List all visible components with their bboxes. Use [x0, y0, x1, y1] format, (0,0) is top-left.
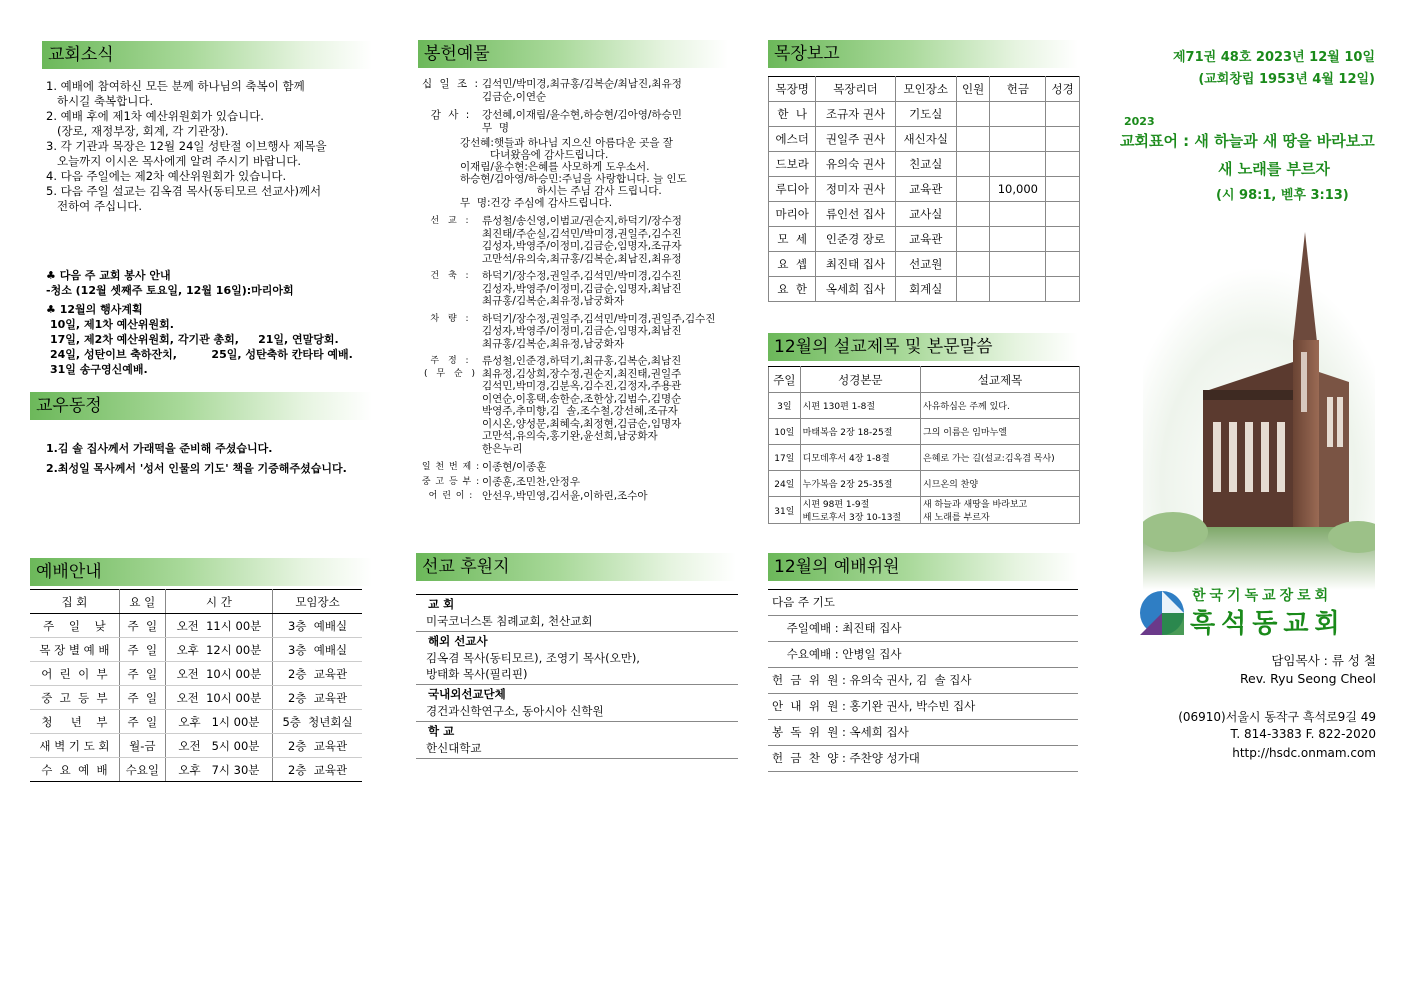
- cell-report-table: [768, 76, 1080, 302]
- cell-cell: [956, 177, 990, 202]
- weekly-label-sub: ( 무 순 ): [424, 368, 478, 379]
- mission-names: 고만석/유의숙,최규홍/김복순,최남진,최유정: [482, 252, 682, 265]
- cell-cell: 마리아: [769, 202, 816, 227]
- cell-cell: 선교원: [895, 252, 956, 277]
- cell-cell: 교육관: [895, 227, 956, 252]
- cell-cell: 조규자 권사: [816, 102, 895, 127]
- cell-cell: 요 한: [769, 277, 816, 302]
- cell-cell: [1046, 252, 1080, 277]
- news-item: 2. 예배 후에 제1차 예산위원회가 있습니다.: [46, 109, 264, 123]
- cell-header: 인원: [956, 77, 990, 102]
- cell-cell: 에스더: [769, 127, 816, 152]
- motto-text-1: 새 하늘과 새 땅을 바라보고: [1194, 132, 1375, 150]
- sermon-cell: [800, 445, 920, 471]
- thanks-note: 하시는 주님 감사 드립니다.: [460, 185, 662, 197]
- sermon-row: [769, 419, 1080, 445]
- cell-cell: 드보라: [769, 152, 816, 177]
- sermon-section-title: 12월의 설교제목 및 본문말씀: [768, 333, 1078, 361]
- sermon-cell-text: 시편 98편 1-9절: [802, 500, 870, 510]
- worship-cell: 2층 교육관: [273, 662, 362, 686]
- thanks-note: 강선혜:햇들과 하나님 지으신 아름다운 곳을 잘: [460, 137, 673, 149]
- sermon-row: [769, 497, 1080, 524]
- duties-section-title: 12월의 예배위원: [768, 553, 1078, 581]
- worship-cell: 주 일: [119, 710, 165, 734]
- weekly-names: 김석민,박미경,김분옥,김수진,김정자,주용관: [482, 380, 682, 392]
- church-logo-icon: [1138, 589, 1186, 637]
- cell-cell: 권일주 권사: [816, 127, 895, 152]
- worship-table: [30, 589, 362, 782]
- cell-row: [769, 277, 1080, 302]
- thanks-note: 무 명:건강 주심에 감사드립니다.: [460, 197, 613, 209]
- mission-group-heading: 교 회: [428, 597, 455, 611]
- events-heading: ♣ 12월의 행사계획: [46, 303, 143, 316]
- mission-group-heading: 해외 선교사: [428, 634, 488, 648]
- weekly-names: 박영주,추미향,김 솔,조수철,강선혜,조규자: [482, 405, 678, 417]
- cell-cell: [956, 227, 990, 252]
- thanks-note: 다녀왔음에 감사드립니다.: [460, 149, 609, 161]
- mission-group-line: 경건과신학연구소, 동아시아 신학원: [426, 704, 604, 718]
- news-list: [46, 79, 376, 214]
- cell-cell: [1046, 277, 1080, 302]
- cell-cell: 최진태 집사: [816, 252, 895, 277]
- cell-cell: 회계실: [895, 277, 956, 302]
- cell-cell: [990, 127, 1046, 152]
- cell-cell: [956, 152, 990, 177]
- worship-row: [30, 638, 362, 662]
- members-list: [46, 439, 376, 479]
- issue-line: 제71권 48호 2023년 12월 10일: [1173, 50, 1375, 65]
- sermon-cell-text: 마태복음 2장 18-25절: [802, 428, 893, 438]
- car-label: 차 량 :: [430, 313, 472, 324]
- cell-cell: 새신자실: [895, 127, 956, 152]
- sermon-cell: [921, 445, 1080, 471]
- worship-cell: 주 일: [119, 662, 165, 686]
- cell-cell: [956, 202, 990, 227]
- mission-group-body: [416, 650, 738, 685]
- cell-section-title: 목장보고: [768, 40, 1078, 68]
- weekly-names: 이연순,이홍택,송한순,조한상,김범수,김명순: [482, 392, 682, 405]
- cell-cell: [990, 227, 1046, 252]
- cell-cell: 교육관: [895, 177, 956, 202]
- tithe-names: 김석민/박미경,최규홍/김복순/최남진,최유정: [482, 78, 682, 90]
- mission-support-list: [416, 594, 738, 759]
- cell-cell: 옥세희 집사: [816, 277, 895, 302]
- event-item: 10일, 제1차 예산위원회.: [50, 318, 174, 331]
- worship-cell: 목 장 별 예 배: [30, 638, 119, 662]
- car-names: 최규홍/김복순,최유정,남궁화자: [482, 337, 625, 350]
- news-item: 오늘까지 이시온 목사에게 알려 주시기 바랍니다.: [46, 154, 302, 168]
- worship-cell: 2층 교육관: [273, 686, 362, 710]
- mission-group-body: [416, 613, 738, 632]
- mission-group-line: 방태화 목사(필리핀): [426, 667, 528, 681]
- sermon-cell: [800, 419, 920, 445]
- sermon-cell: [800, 471, 920, 497]
- mission-group-heading: 국내외선교단체: [428, 687, 506, 701]
- sermon-cell-text: 31일: [774, 506, 795, 517]
- sermon-cell-text: 사유하심은 주께 있다.: [923, 402, 1010, 412]
- event-item: 31일 송구영신예배.: [50, 363, 148, 376]
- cell-header: 목장명: [769, 77, 816, 102]
- sermon-cell-text: 시므온의 찬양: [923, 480, 979, 490]
- members-item: 1.김 솔 집사께서 가래떡을 준비해 주셨습니다.: [46, 442, 273, 455]
- offering-section-title: 봉헌예물: [418, 40, 728, 68]
- worship-row: [30, 686, 362, 710]
- youth-names: 이종훈,조민찬,안정우: [482, 475, 580, 488]
- worship-row: [30, 662, 362, 686]
- cell-row: [769, 152, 1080, 177]
- pastor-name: 담임목사 : 류 성 철: [1271, 653, 1376, 668]
- worship-cell: 청 년 부: [30, 710, 119, 734]
- service-info: [46, 268, 376, 298]
- sermon-row: [769, 471, 1080, 497]
- cell-header: 헌금: [990, 77, 1046, 102]
- worship-cell: 주 일: [119, 638, 165, 662]
- cell-header: 성경: [1046, 77, 1080, 102]
- worship-cell: 주 일: [119, 686, 165, 710]
- motto-label: 교회표어 :: [1120, 132, 1190, 150]
- event-item: 17일, 제2차 예산위원회, 각기관 총회, 21일, 연말당회.: [50, 333, 339, 346]
- sermon-cell: [800, 393, 920, 419]
- worship-cell: 오후 12시 00분: [165, 638, 272, 662]
- sermon-cell: [921, 393, 1080, 419]
- worship-cell: 오전 10시 00분: [165, 686, 272, 710]
- worship-cell: 2층 교육관: [273, 758, 362, 782]
- worship-cell: 오전 5시 00분: [165, 734, 272, 758]
- sermon-header: 설교제목: [921, 367, 1080, 393]
- kids-label: 어 린 이 :: [428, 491, 474, 501]
- sermon-row: [769, 393, 1080, 419]
- cell-cell: 정미자 권사: [816, 177, 895, 202]
- worship-header: 시 간: [165, 590, 272, 614]
- cell-cell: [990, 152, 1046, 177]
- worship-header: 집 회: [30, 590, 119, 614]
- members-section-title: 교우동정: [30, 392, 372, 420]
- cell-row: [769, 202, 1080, 227]
- motto-line-1: [1120, 130, 1390, 151]
- mission2-names: 이종현/이종훈: [482, 461, 547, 473]
- worship-cell: 수 요 예 배: [30, 758, 119, 782]
- worship-cell: 중 고 등 부: [30, 686, 119, 710]
- mission-names: 김성자,박영주/이정미,김금순,임명자,조규자: [482, 240, 682, 252]
- cell-cell: [1046, 127, 1080, 152]
- cell-cell: 요 셉: [769, 252, 816, 277]
- worship-cell: 3층 예배실: [273, 638, 362, 662]
- duty-row: 안 내 위 원 : 홍기완 권사, 박수빈 집사: [768, 694, 1078, 720]
- worship-cell: 3층 예배실: [273, 614, 362, 638]
- sermon-cell: [921, 497, 1080, 524]
- weekly-label: 주 정 :: [430, 356, 472, 366]
- sermon-cell-text: 누가복음 2장 25-35절: [802, 480, 893, 490]
- cell-row: [769, 102, 1080, 127]
- worship-cell: 주 일: [119, 614, 165, 638]
- thanks-names: 무 명: [482, 121, 509, 134]
- mission-group-line: 김옥겸 목사(동티모르), 조영기 목사(오만),: [426, 651, 640, 665]
- mission-label: 선 교 :: [430, 216, 472, 226]
- cell-header: 모인장소: [895, 77, 956, 102]
- event-item: 24일, 성탄이브 축하잔치, 25일, 성탄축하 칸타타 예배.: [50, 348, 353, 361]
- worship-cell: 새 벽 기 도 회: [30, 734, 119, 758]
- building-label: 건 축 :: [430, 271, 472, 281]
- worship-cell: 수요일: [119, 758, 165, 782]
- mission2-label: 일 천 번 제 :: [421, 462, 481, 472]
- church-illustration: [1143, 232, 1375, 590]
- cell-cell: [956, 252, 990, 277]
- worship-row: [30, 614, 362, 638]
- duties-heading: 다음 주 기도: [768, 590, 1078, 616]
- cell-cell: [990, 202, 1046, 227]
- duty-row: 수요예배 : 안병일 집사: [768, 642, 1078, 668]
- events-info: [46, 302, 376, 377]
- mission-names: 최진태/주순실,김석민/박미경,권일주,김수진: [482, 227, 682, 240]
- weekly-names: 한은누리: [482, 442, 523, 455]
- cell-cell: [956, 127, 990, 152]
- weekly-names: 최유정,김상희,장수정,권순지,최진태,권일주: [482, 367, 682, 380]
- sermon-cell: [921, 419, 1080, 445]
- sermon-cell-text: 24일: [774, 480, 795, 490]
- worship-cell: 오전 11시 00분: [165, 614, 272, 638]
- worship-cell: 오후 7시 30분: [165, 758, 272, 782]
- service-heading: ♣ 다음 주 교회 봉사 안내: [46, 269, 171, 282]
- sermon-cell-text: 은혜로 가는 길(설교:김옥겸 목사): [923, 454, 1055, 464]
- worship-cell: 어 린 이 부: [30, 662, 119, 686]
- cell-cell: 10,000: [990, 177, 1046, 202]
- cell-cell: [1046, 202, 1080, 227]
- kids-names: 안선우,박민영,김서윤,이하린,조수아: [482, 490, 648, 502]
- cell-cell: [1046, 152, 1080, 177]
- news-item: 1. 예배에 참여하신 모든 분께 하나님의 축복이 함께: [46, 79, 305, 93]
- cell-cell: 친교실: [895, 152, 956, 177]
- worship-row: [30, 710, 362, 734]
- cell-row: [769, 252, 1080, 277]
- sermon-cell-text: 17일: [774, 454, 795, 464]
- duties-list: [768, 589, 1078, 772]
- year-label: 2023: [1124, 115, 1155, 128]
- sermon-cell: [769, 419, 801, 445]
- building-names: 하덕기/장수정,권일주,김석민/박미경,김수진: [482, 270, 682, 282]
- church-phone: T. 814-3383 F. 822-2020: [1230, 727, 1376, 741]
- founded-line: (교회창립 1953년 4월 12일): [1198, 72, 1375, 87]
- sermon-cell-text: 그의 이름은 임마누엘: [923, 428, 1007, 438]
- cell-row: [769, 177, 1080, 202]
- mission-group-body: [416, 740, 738, 759]
- cell-cell: 유의숙 권사: [816, 152, 895, 177]
- worship-header: 요 일: [119, 590, 165, 614]
- mission-names: 류성철/송신영,이범교/권순지,하덕기/장수정: [482, 215, 682, 227]
- denomination-name: 한국기독교장로회: [1192, 588, 1333, 604]
- motto-reference: (시 98:1, 벧후 3:13): [1216, 188, 1349, 203]
- cell-cell: 교사실: [895, 202, 956, 227]
- worship-cell: 2층 교육관: [273, 734, 362, 758]
- sermon-cell: [769, 471, 801, 497]
- mission-group-body: [416, 703, 738, 722]
- sermon-header: 성경본문: [800, 367, 920, 393]
- car-names: 김성자,박영주/이정미,김금순,임명자,최남진: [482, 325, 682, 337]
- mission-support-section-title: 선교 후원지: [416, 553, 736, 581]
- sermon-table: [768, 366, 1080, 524]
- thanks-note: 하승현/김아영/하승민:주님을 사랑합니다. 늘 인도: [460, 173, 687, 185]
- news-item: 5. 다음 주일 설교는 김옥겸 목사(동티모르 선교사)께서: [46, 184, 322, 198]
- cell-cell: 루디아: [769, 177, 816, 202]
- offering-list: [420, 78, 730, 503]
- duty-row: 봉 독 위 원 : 옥세희 집사: [768, 720, 1078, 746]
- duty-row: 헌 금 찬 양 : 주찬양 성가대: [768, 746, 1078, 772]
- duty-row: 주일예배 : 최진태 집사: [768, 616, 1078, 642]
- building-names: 김성자,박영주/이정미,김금순,임명자,최남진: [482, 282, 682, 295]
- cell-cell: [990, 102, 1046, 127]
- worship-cell: 월-금: [119, 734, 165, 758]
- sermon-cell: [800, 497, 920, 524]
- news-item: (장로, 재정부장, 회계, 각 기관장).: [46, 124, 229, 138]
- cell-cell: [1046, 177, 1080, 202]
- sermon-cell-text-extra: 베드로후서 3장 10-13절: [802, 513, 902, 523]
- worship-row: [30, 758, 362, 782]
- news-item: 4. 다음 주일에는 제2차 예산위원회가 있습니다.: [46, 169, 287, 183]
- mission-group-line: 한신대학교: [426, 741, 482, 755]
- sermon-cell: [769, 445, 801, 471]
- car-names: 하덕기/장수정,권일주,김석민/박미경,권일주,김수진: [482, 312, 716, 325]
- thanks-names: 강선혜,이재림/윤수현,하승현/김아영/하승민: [482, 109, 682, 121]
- weekly-names: 류성철,인준경,하덕기,최규홍,김복순,최남진: [482, 355, 682, 367]
- cell-cell: 인준경 장로: [816, 227, 895, 252]
- weekly-names: 이시온,양성문,최혜숙,최정현,김금순,임명자: [482, 417, 682, 430]
- cell-cell: [956, 102, 990, 127]
- news-item: 전하여 주십니다.: [46, 199, 143, 213]
- building-names: 최규홍/김복순,최유정,남궁화자: [482, 295, 625, 307]
- cell-cell: [990, 277, 1046, 302]
- worship-row: [30, 734, 362, 758]
- sermon-cell: [769, 497, 801, 524]
- sermon-cell-text: 새 하늘과 새땅을 바라보고: [923, 500, 1028, 510]
- members-item: 2.최성일 목사께서 '성서 인물의 기도' 책을 기증해주셨습니다.: [46, 462, 347, 475]
- sermon-cell-text: 3일: [777, 402, 792, 412]
- youth-label: 중 고 등 부 :: [421, 476, 481, 487]
- cell-cell: 류인선 집사: [816, 202, 895, 227]
- sermon-row: [769, 445, 1080, 471]
- sermon-cell: [921, 471, 1080, 497]
- cell-cell: 한 나: [769, 102, 816, 127]
- weekly-names: 고만석,유의숙,홍기완,윤선희,남궁화자: [482, 430, 658, 442]
- thanks-note: 이재림/윤수현:은혜를 사모하게 도우소서.: [460, 161, 650, 173]
- news-item: 하시길 축복합니다.: [46, 94, 154, 108]
- pastor-name-en: Rev. Ryu Seong Cheol: [1239, 671, 1376, 686]
- sermon-cell-text: 10일: [774, 428, 795, 438]
- cell-row: [769, 227, 1080, 252]
- tithe-names: 김금순,이연순: [482, 90, 547, 103]
- service-line: -청소 (12월 셋째주 토요일, 12월 16일):마리아회: [46, 284, 294, 297]
- news-item: 3. 각 기관과 목장은 12월 24일 성탄절 이브행사 제목을: [46, 139, 327, 153]
- cell-cell: [956, 277, 990, 302]
- cell-cell: 기도실: [895, 102, 956, 127]
- cell-cell: 모 세: [769, 227, 816, 252]
- news-section-title: 교회소식: [42, 41, 372, 69]
- worship-cell: 주 일 낮: [30, 614, 119, 638]
- sermon-cell: [769, 393, 801, 419]
- thanks-label: 감 사 :: [430, 109, 472, 121]
- worship-cell: 오전 10시 00분: [165, 662, 272, 686]
- worship-section-title: 예배안내: [30, 558, 372, 586]
- church-website-link[interactable]: http://hsdc.onmam.com: [1232, 746, 1376, 760]
- sermon-cell-text: 시편 130편 1-8절: [802, 402, 876, 412]
- church-address: (06910)서울시 동작구 흑석로9길 49: [1178, 710, 1376, 724]
- worship-header: 모임장소: [273, 590, 362, 614]
- church-name: 흑석동교회: [1190, 609, 1346, 639]
- cell-header: 목장리더: [816, 77, 895, 102]
- worship-cell: 오후 1시 00분: [165, 710, 272, 734]
- sermon-cell-title-extra: 새 노래를 부르자: [923, 513, 990, 523]
- sermon-header: 주일: [769, 367, 801, 393]
- cell-row: [769, 127, 1080, 152]
- cell-cell: [1046, 102, 1080, 127]
- mission-group-line: 미국코너스톤 침례교회, 천산교회: [426, 614, 593, 628]
- duty-row: 헌 금 위 원 : 유의숙 권사, 김 솔 집사: [768, 668, 1078, 694]
- cell-cell: [1046, 227, 1080, 252]
- cell-cell: [990, 252, 1046, 277]
- tithe-label: 십 일 조 :: [422, 78, 480, 90]
- sermon-cell-text: 디모데후서 4장 1-8절: [802, 454, 890, 464]
- worship-cell: 5층 청년회실: [273, 710, 362, 734]
- motto-text-2: 새 노래를 부르자: [1218, 160, 1330, 178]
- mission-group-heading: 학 교: [428, 724, 455, 738]
